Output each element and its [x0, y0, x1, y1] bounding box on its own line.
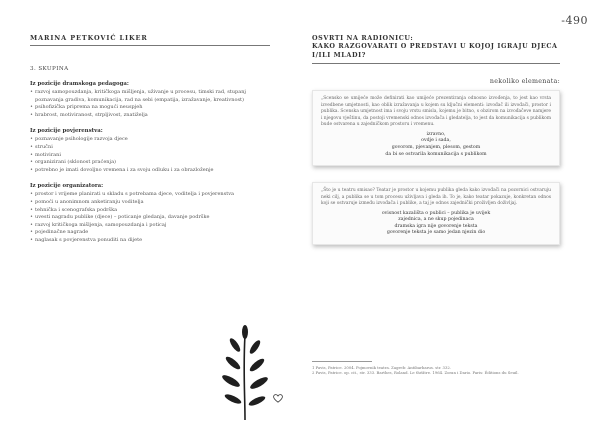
title-divider	[312, 63, 560, 64]
bullet-item: • uvesti nagradu publike (djece) – poticanje gledanja, davanje podrške	[30, 214, 270, 222]
quote-card-2	[312, 182, 560, 245]
footnotes	[312, 361, 560, 375]
summary-line: ovisnost kazališta o publici – publika je uvijek	[381, 210, 491, 216]
author-name: MARINA PETKOVIĆ LIKER	[30, 34, 148, 42]
bullet-item: • razvoj kritičkoga mišljenja, samopouzdanja i poticaj	[30, 222, 270, 230]
elements-subheading: nekoliko elemenata:	[489, 78, 560, 86]
perspective-block	[30, 183, 270, 244]
perspective-blocks	[30, 81, 270, 245]
bullet-item: • stručni	[30, 144, 270, 152]
bullet-item: • poznavanje psihologije razvoja djece	[30, 136, 270, 144]
bullet-item: • motivirani	[30, 152, 270, 160]
bullet-item: • razvoj samopouzdanja, kritičkoga mišljenja, uživanje u procesu, timski rad, stupanj poznavanja gradiva, komunikacija, rad na sebi (empatija, izražavanje, kreativnost)	[30, 89, 270, 104]
perspective-block	[30, 128, 270, 174]
quote-card-2-summary	[321, 211, 551, 237]
footnote: 1 Pavis, Patrice. 2004. Pojmovnik teatra. Zagreb: Antibarbarus. str. 332.	[312, 365, 451, 370]
left-page	[30, 34, 270, 245]
bullet-item: • naglasak s povjerenstva ponuditi na dijete	[30, 237, 270, 245]
footnote-divider	[312, 361, 372, 362]
page-number: -490	[561, 14, 588, 27]
perspective-block	[30, 81, 270, 119]
footnote: 2 Pavis, Patrice. op. cit., str. 333. Barthes, Roland. Le théâtre. 1964. Zoran i Dario. Paris: Éditions du Seuil.	[312, 370, 519, 376]
bullet-item: • potrebno je imati dovoljno vremena i za svoju odluku i za obrazloženje	[30, 167, 270, 175]
quote-card-1	[312, 90, 560, 166]
summary-line: govorenje teksta je samo jedan njezin dio	[386, 230, 486, 236]
bullet-item: • pojedinačne nagrade	[30, 229, 270, 237]
quote-card-2-text: „Što je u teatru smisao? Teatar je prostor u kojemu publika gleda kako izvođači na pozornici ostvaruju neki cilj, a publika se u tom procesu uživljava i gleda ih. To je, kako teatar pokazuje, konkretan odnos koji se ostvaruje između izvođača i publike, a taj je odnos zajednički proživljen doživljaj.	[321, 188, 551, 207]
article-title-line2: KAKO RAZGOVARATI O PREDSTAVI U KOJOJ IGRAJU DJECA I/ILI MLADI?	[312, 42, 558, 59]
bullet-item: • organizirani (sklonost praćenja)	[30, 159, 270, 167]
summary-line: govorom, pjevanjem, plesom, gestom	[391, 144, 481, 150]
quote-card-1-text: „Scensko se umijeće može definirati kao umijeće prezentiranja odnosno izvođenja, to jest kao vrsta izvedbene umjetnosti, kao oblik izražavanja u kojem su ključni elementi: izvođač ili izvođači, prostor i publika. Scenska umjetnost ima i svoju vrstu smisla, kojemu je bitno, s obzirom na izvođačeve namjere i njegovu vještinu, da postoji vremenski odnos izvođača i gledatelja, to jest da komunikacija s publikom bude ostvarena u zajedničkom prostoru i vremenu.	[321, 96, 551, 128]
summary-line: ovdje i sada,	[421, 138, 451, 144]
right-page	[312, 34, 560, 245]
author-divider	[30, 45, 270, 46]
block-title: Iz pozicije povjerenstva:	[30, 128, 103, 135]
bullet-item: • pomoći u anonimnom anketiranju voditelja	[30, 199, 270, 207]
summary-line: da bi se ostvarila komunikacija s publikom	[385, 151, 487, 157]
summary-line: izravno,	[426, 131, 446, 137]
bullet-item: • prostor i vrijeme planirati u skladu s potrebama djece, voditelja i povjerenstva	[30, 191, 270, 199]
heart-icon	[273, 394, 283, 403]
block-title: Iz pozicije organizatora:	[30, 183, 104, 190]
leaf-sprig-illustration	[219, 325, 271, 421]
group-label: 3. SKUPINA	[30, 66, 69, 72]
bullet-item: • hrabrost, motiviranost, strpljivost, znatiželja	[30, 112, 270, 120]
summary-line: dramska igra nije govorenje teksta	[394, 223, 478, 229]
bullet-item: • psihofizička priprema na mogući neuspjeh	[30, 104, 270, 112]
bullet-item: • tehnička i scenografska podrška	[30, 207, 270, 215]
article-title-line1: OSVRTI NA RADIONICU:	[312, 34, 414, 42]
article-title	[312, 34, 560, 59]
quote-card-1-summary	[321, 132, 551, 158]
summary-line: zajednica, a ne skup pojedinaca	[398, 217, 474, 223]
block-title: Iz pozicije dramskoga pedagoga:	[30, 81, 129, 87]
